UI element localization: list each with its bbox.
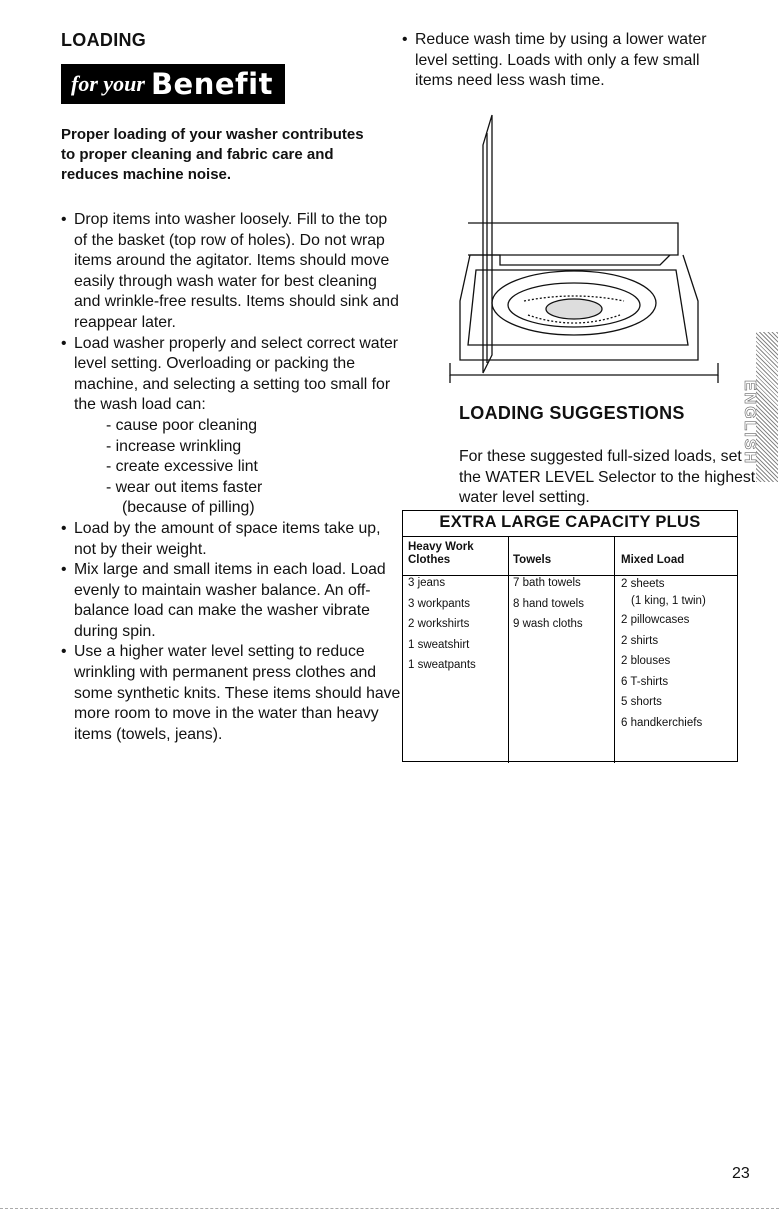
table-cell: 2 shirts: [621, 634, 659, 647]
language-side-tab: [741, 332, 778, 482]
loading-heading: LOADING: [61, 30, 147, 50]
column-header: Mixed Load: [621, 554, 685, 566]
washer-agitator: [546, 299, 602, 319]
side-tab-label: ENGLISH: [741, 380, 758, 466]
table-cell: 1 sweatshirt: [408, 638, 470, 651]
table-cell: 5 shorts: [621, 696, 662, 708]
table-cell: 3 jeans: [408, 577, 446, 589]
table-cell: 2 pillowcases: [621, 614, 690, 626]
table-cell: 3 workpants: [408, 597, 471, 610]
sub-item: - wear out items faster: [106, 478, 263, 496]
bullet-load-properly: [61, 334, 401, 519]
column-heavy-work: [408, 541, 506, 676]
washer-illustration: [440, 105, 760, 395]
bullet-drop-items: • Drop items into washer loosely. Fill to the top of the basket (top row of holes). Do not wrap items around the agitator. Items should move easily through wash water for best cleaning and wrinkle-free results. Items should sink and reappear later.: [61, 210, 401, 334]
table-caption: EXTRA LARGE CAPACITY PLUS: [439, 513, 701, 531]
loading-suggestions-heading: LOADING SUGGESTIONS: [459, 403, 685, 423]
load-suggestions-table: [402, 510, 738, 762]
column-header: Heavy Work Clothes: [408, 541, 474, 566]
sub-item: - create excessive lint: [106, 458, 258, 476]
washer-top-panel: [468, 223, 678, 255]
table-cell: 2 blouses: [621, 655, 671, 667]
loading-bullets: [61, 210, 401, 745]
benefit-small-text: for your: [71, 71, 145, 96]
table-cell: (1 king, 1 twin): [631, 595, 706, 607]
table-cell: 8 hand towels: [513, 597, 584, 610]
sub-item: - increase wrinkling: [106, 437, 242, 455]
bullet-reduce-wash-time: • Reduce wash time by using a lower water level setting. Loads with only a few small items need less wash time.: [402, 30, 722, 92]
table-cell: 9 wash cloths: [513, 618, 583, 630]
column-header: Towels: [513, 554, 552, 566]
column-mixed-load: [621, 554, 737, 733]
table-cell: 2 sheets: [621, 578, 665, 590]
intro-text: Proper loading of your washer contributes to proper cleaning and fabric care and reduces machine noise.: [61, 126, 364, 183]
column-towels: [513, 554, 611, 635]
table-cell: 7 bath towels: [513, 577, 581, 589]
sub-item: (because of pilling): [122, 499, 255, 517]
table-cell: 2 workshirts: [408, 618, 470, 630]
right-bullets: [402, 30, 722, 92]
benefit-big-text: Benefit: [150, 67, 273, 101]
page-number: 23: [732, 1165, 750, 1182]
bullet-load-properly-text: Load washer properly and select correct water level setting. Overloading or packing the machine, and selecting a setting too small for the wash load can:: [74, 334, 398, 414]
sub-list: [74, 416, 401, 519]
table-cell: 6 T-shirts: [621, 675, 669, 688]
bullet-mix: • Mix large and small items in each load. Load evenly to maintain washer balance. An off-balance load can make the washer vibrate during spin.: [61, 560, 401, 642]
washer-cabinet: [450, 363, 718, 375]
loading-suggestions-text: For these suggested full-sized loads, set the WATER LEVEL Selector to the highest water level setting.: [459, 448, 756, 507]
sub-item: - cause poor cleaning: [106, 416, 258, 434]
table-cell: 6 handkerchiefs: [621, 716, 703, 729]
page-bottom-rule: [0, 1208, 779, 1209]
table-cell: 1 sweatpants: [408, 659, 476, 671]
bullet-space: • Load by the amount of space items take up, not by their weight.: [61, 519, 401, 560]
for-your-benefit-banner: [61, 64, 285, 104]
bullet-higher-water: • Use a higher water level setting to reduce wrinkling with permanent press clothes and some synthetic knits. These items should have more room to move in the water than heavy items (towels, jeans).: [61, 642, 401, 745]
